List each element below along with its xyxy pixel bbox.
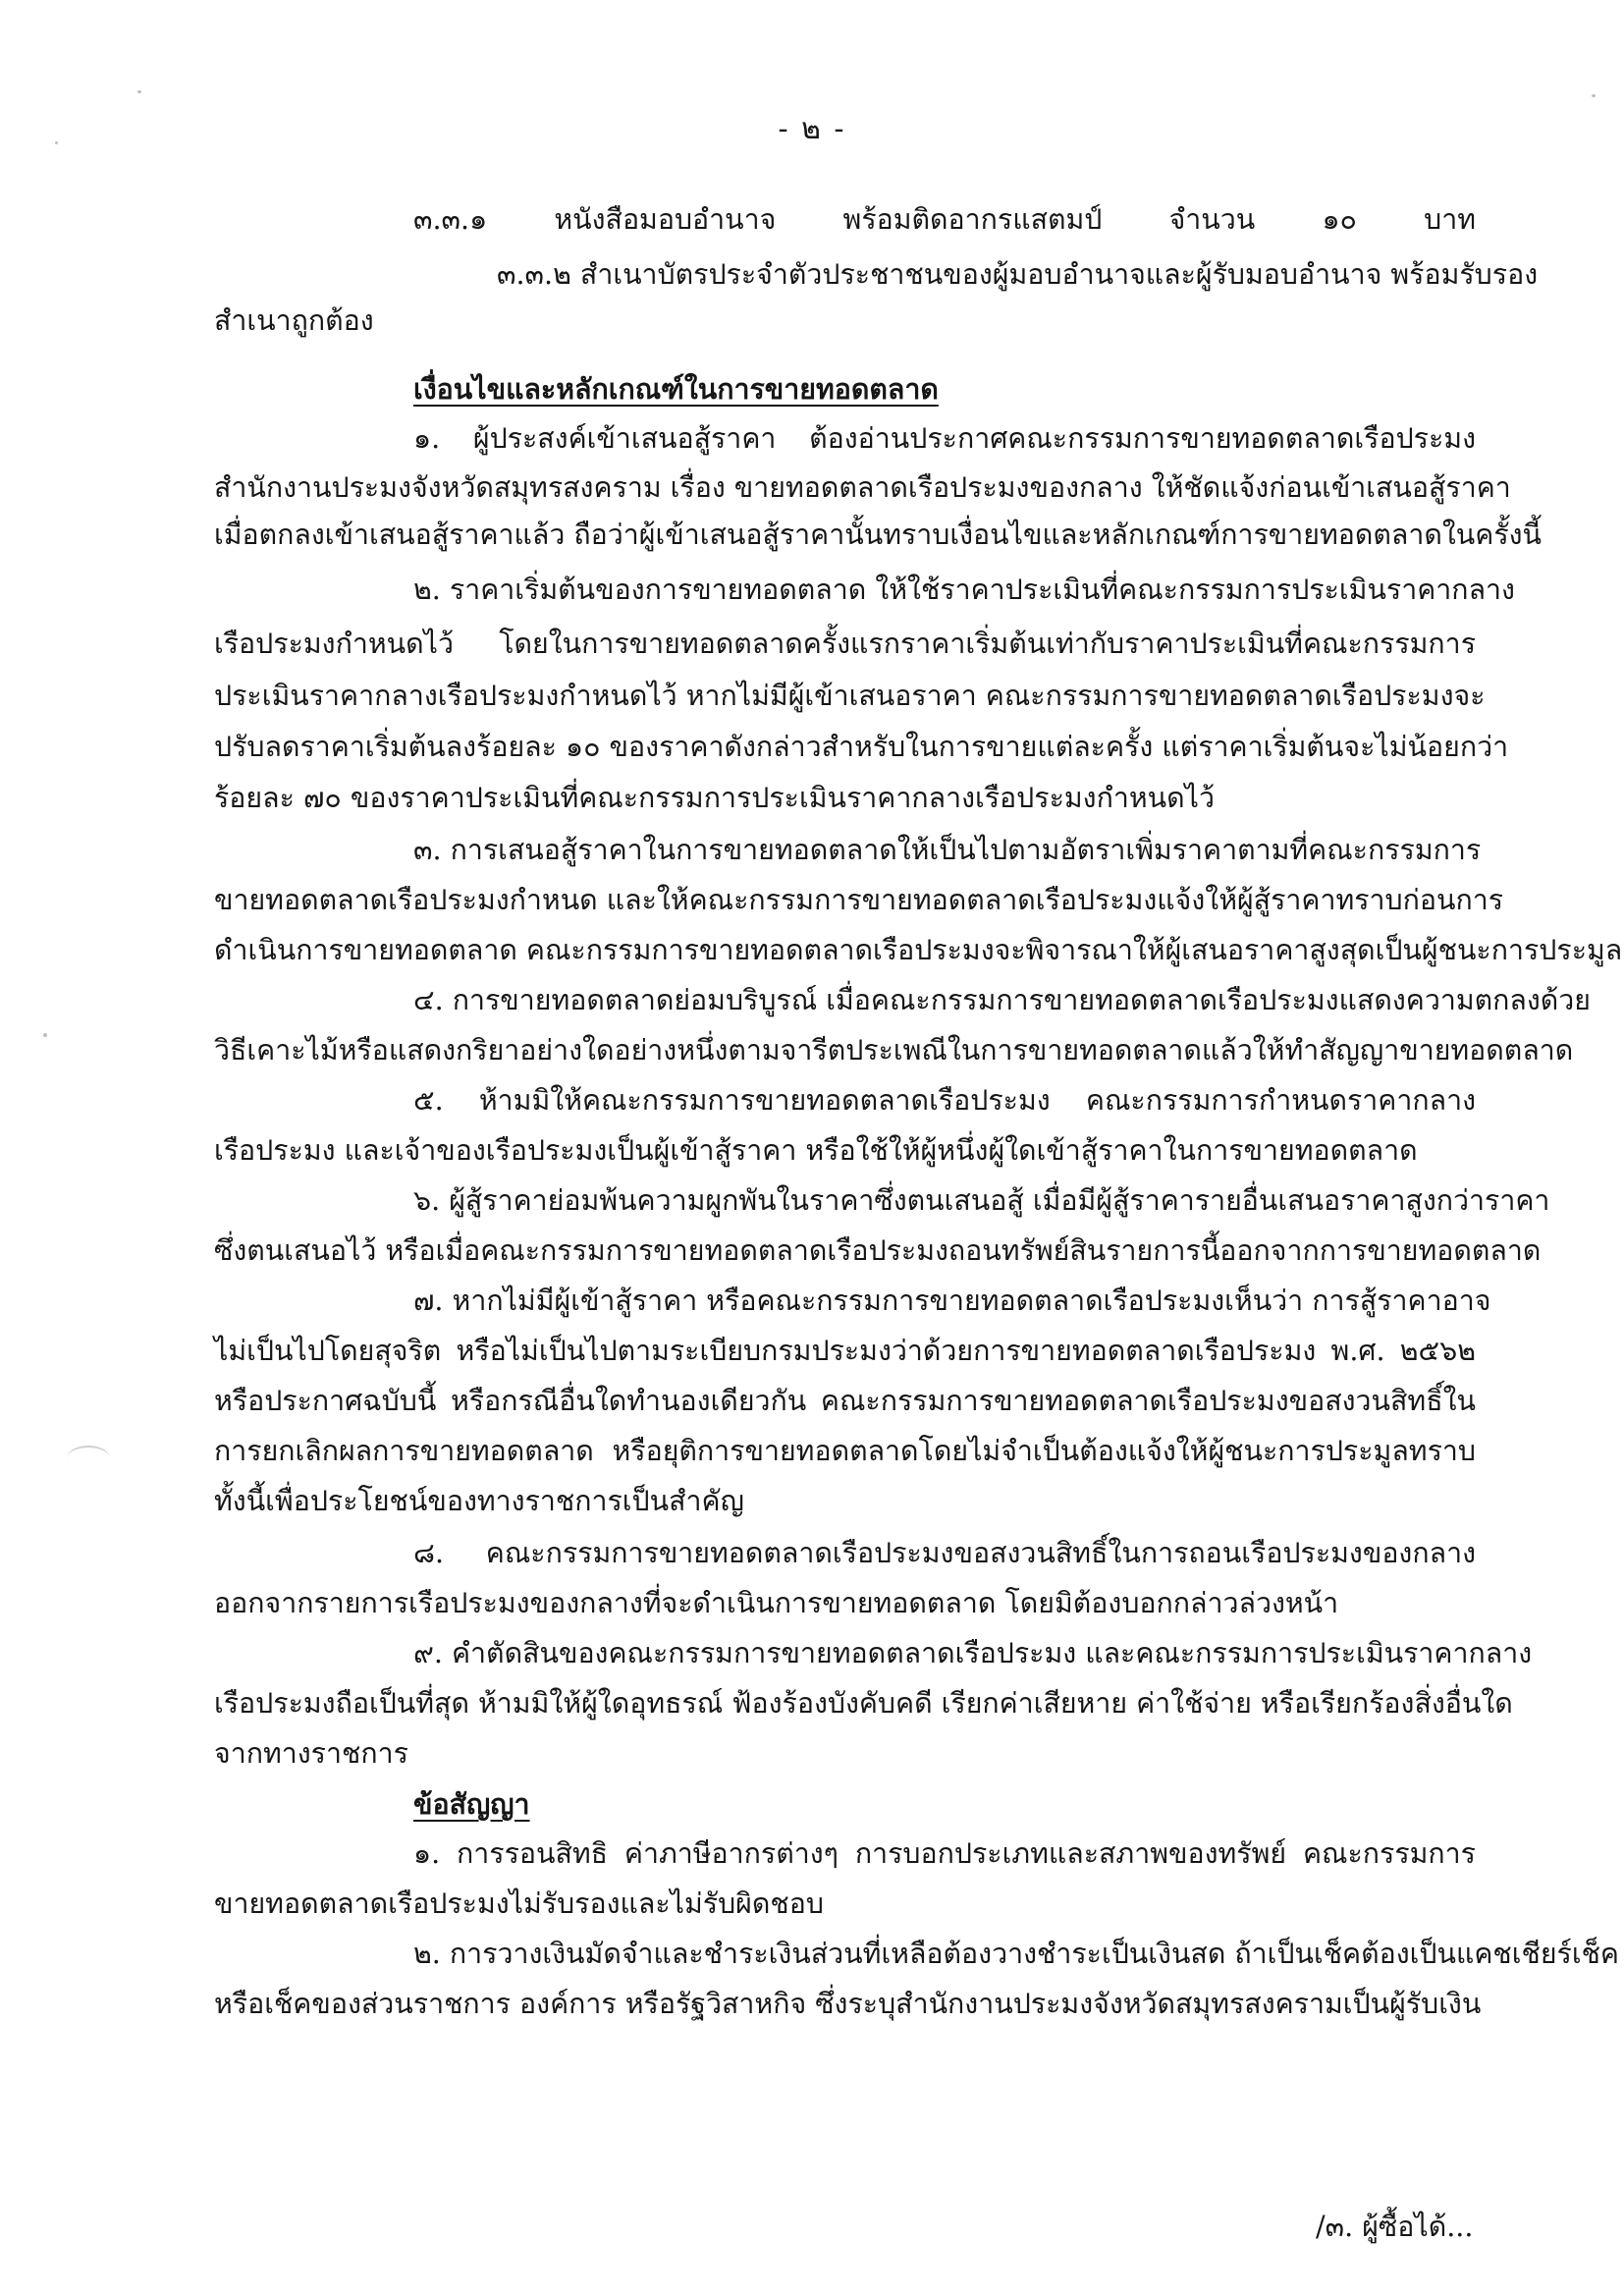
condition-2-line-3: ประเมินราคากลางเรือประมงกำหนดไว้ หากไม่มีผู้เข้าเสนอราคา คณะกรรมการขายทอดตลาดเรือประมงจะ (214, 680, 1486, 712)
condition-9-line-2: เรือประมงถือเป็นที่สุด ห้ามมิให้ผู้ใดอุทธรณ์ ฟ้องร้องบังคับคดี เรียกค่าเสียหาย ค่าใช้จ่าย หรือเรียกร้องสิ่งอื่นใด (214, 1687, 1513, 1720)
scan-mark (67, 1446, 110, 1471)
condition-2-line-5: ร้อยละ ๗๐ ของราคาประเมินที่คณะกรรมการประเมินราคากลางเรือประมงกำหนดไว้ (214, 782, 1215, 814)
scan-speck (55, 141, 58, 144)
page-number: - ๒ - (778, 112, 846, 146)
condition-7-line-2: ไม่เป็นไปโดยสุจริต หรือไม่เป็นไปตามระเบียบกรมประมงว่าด้วยการขายทอดตลาดเรือประมง พ.ศ. ๒๕๖๒ (214, 1335, 1476, 1367)
section-heading-contract: ข้อสัญญา (413, 1787, 530, 1821)
contract-1-line-2: ขายทอดตลาดเรือประมงไม่รับรองและไม่รับผิดชอบ (214, 1887, 824, 1920)
clause-3-3-2: ๓.๓.๒ สำเนาบัตรประจำตัวประชาชนของผู้มอบอำนาจและผู้รับมอบอำนาจ พร้อมรับรอง (497, 258, 1539, 291)
condition-3-line-3: ดำเนินการขายทอดตลาด คณะกรรมการขายทอดตลาดเรือประมงจะพิจารณาให้ผู้เสนอราคาสูงสุดเป็นผู้ชนะการประมูล (214, 934, 1623, 966)
condition-3-line-1: ๓. การเสนอสู้ราคาในการขายทอดตลาดให้เป็นไปตามอัตราเพิ่มราคาตามที่คณะกรรมการ (413, 834, 1482, 866)
contract-2-line-1: ๒. การวางเงินมัดจำและชำระเงินส่วนที่เหลือต้องวางชำระเป็นเงินสด ถ้าเป็นเช็คต้องเป็นแคชเชียร์เช็ค (413, 1938, 1619, 1970)
condition-9-line-3: จากทางราชการ (214, 1737, 408, 1770)
condition-4-line-2: วิธีเคาะไม้หรือแสดงกริยาอย่างใดอย่างหนึ่งตามจารีตประเพณีในการขายทอดตลาดแล้วให้ทำสัญญาขายทอดตลาด (214, 1034, 1574, 1066)
contract-2-line-2: หรือเช็คของส่วนราชการ องค์การ หรือรัฐวิสาหกิจ ซึ่งระบุสำนักงานประมงจังหวัดสมุทรสงครามเป็นผู้รับเงิน (214, 1988, 1482, 2020)
condition-8-line-2: ออกจากรายการเรือประมงของกลางที่จะดำเนินการขายทอดตลาด โดยมิต้องบอกกล่าวล่วงหน้า (214, 1587, 1339, 1619)
condition-1-line-2: สำนักงานประมงจังหวัดสมุทรสงคราม เรื่อง ขายทอดตลาดเรือประมงของกลาง ให้ชัดแจ้งก่อนเข้าเสนอสู้ราคา (214, 471, 1511, 504)
condition-1-line-1: ๑. ผู้ประสงค์เข้าเสนอสู้ราคา ต้องอ่านประกาศคณะกรรมการขายทอดตลาดเรือประมง (413, 422, 1476, 455)
scan-speck (1592, 94, 1596, 97)
condition-7-line-5: ทั้งนี้เพื่อประโยชน์ของทางราชการเป็นสำคัญ (214, 1485, 744, 1517)
contract-1-line-1: ๑. การรอนสิทธิ ค่าภาษีอากรต่างๆ การบอกประเภทและสภาพของทรัพย์ คณะกรรมการ (413, 1837, 1476, 1870)
condition-2-line-1: ๒. ราคาเริ่มต้นของการขายทอดตลาด ให้ใช้ราคาประเมินที่คณะกรรมการประเมินราคากลาง (413, 574, 1515, 606)
condition-4-line-1: ๔. การขายทอดตลาดย่อมบริบูรณ์ เมื่อคณะกรรมการขายทอดตลาดเรือประมงแสดงความตกลงด้วย (413, 984, 1591, 1016)
condition-9-line-1: ๙. คำตัดสินของคณะกรรมการขายทอดตลาดเรือประมง และคณะกรรมการประเมินราคากลาง (413, 1637, 1533, 1669)
scan-speck (43, 1033, 47, 1037)
scan-speck (137, 90, 141, 93)
condition-2-line-4: ปรับลดราคาเริ่มต้นลงร้อยละ ๑๐ ของราคาดังกล่าวสำหรับในการขายแต่ละครั้ง แต่ราคาเริ่มต้นจะไม่น้อยกว่า (214, 731, 1509, 763)
condition-6-line-2: ซึ่งตนเสนอไว้ หรือเมื่อคณะกรรมการขายทอดตลาดเรือประมงถอนทรัพย์สินรายการนี้ออกจากการขายทอดตลาด (214, 1234, 1542, 1267)
clause-3-3-1: ๓.๓.๑ หนังสือมอบอำนาจ พร้อมติดอากรแสตมป์ จำนวน ๑๐ บาท (413, 203, 1476, 236)
condition-1-line-3: เมื่อตกลงเข้าเสนอสู้ราคาแล้ว ถือว่าผู้เข้าเสนอสู้ราคานั้นทราบเงื่อนไขและหลักเกณฑ์การขายทอดตลาดในครั้งนี้ (214, 519, 1543, 551)
section-heading-conditions: เงื่อนไขและหลักเกณฑ์ในการขายทอดตลาด (413, 372, 939, 406)
condition-7-line-1: ๗. หากไม่มีผู้เข้าสู้ราคา หรือคณะกรรมการขายทอดตลาดเรือประมงเห็นว่า การสู้ราคาอาจ (413, 1285, 1491, 1317)
condition-5-line-1: ๕. ห้ามมิให้คณะกรรมการขายทอดตลาดเรือประมง คณะกรรมการกำหนดราคากลาง (413, 1084, 1476, 1117)
condition-6-line-1: ๖. ผู้สู้ราคาย่อมพ้นความผูกพันในราคาซึ่งตนเสนอสู้ เมื่อมีผู้สู้ราคารายอื่นเสนอราคาสูงกว่าราคา (413, 1184, 1550, 1217)
condition-3-line-2: ขายทอดตลาดเรือประมงกำหนด และให้คณะกรรมการขายทอดตลาดเรือประมงแจ้งให้ผู้สู้ราคาทราบก่อนการ (214, 884, 1504, 916)
continuation-footer: /๓. ผู้ซื้อได้... (1316, 2211, 1474, 2243)
condition-8-line-1: ๘. คณะกรรมการขายทอดตลาดเรือประมงขอสงวนสิทธิ์ในการถอนเรือประมงของกลาง (413, 1537, 1476, 1569)
condition-7-line-4: การยกเลิกผลการขายทอดตลาด หรือยุติการขายทอดตลาดโดยไม่จำเป็นต้องแจ้งให้ผู้ชนะการประมูลทราบ (214, 1435, 1476, 1467)
condition-2-line-2: เรือประมงกำหนดไว้ โดยในการขายทอดตลาดครั้งแรกราคาเริ่มต้นเท่ากับราคาประเมินที่คณะกรรมการ (214, 628, 1476, 660)
clause-3-3-2-cont: สำเนาถูกต้อง (214, 304, 374, 337)
condition-5-line-2: เรือประมง และเจ้าของเรือประมงเป็นผู้เข้าสู้ราคา หรือใช้ให้ผู้หนึ่งผู้ใดเข้าสู้ราคาในการขายทอดตลาด (214, 1134, 1418, 1167)
condition-7-line-3: หรือประกาศฉบับนี้ หรือกรณีอื่นใดทำนองเดียวกัน คณะกรรมการขายทอดตลาดเรือประมงขอสงวนสิทธิ์ใน (214, 1385, 1476, 1417)
